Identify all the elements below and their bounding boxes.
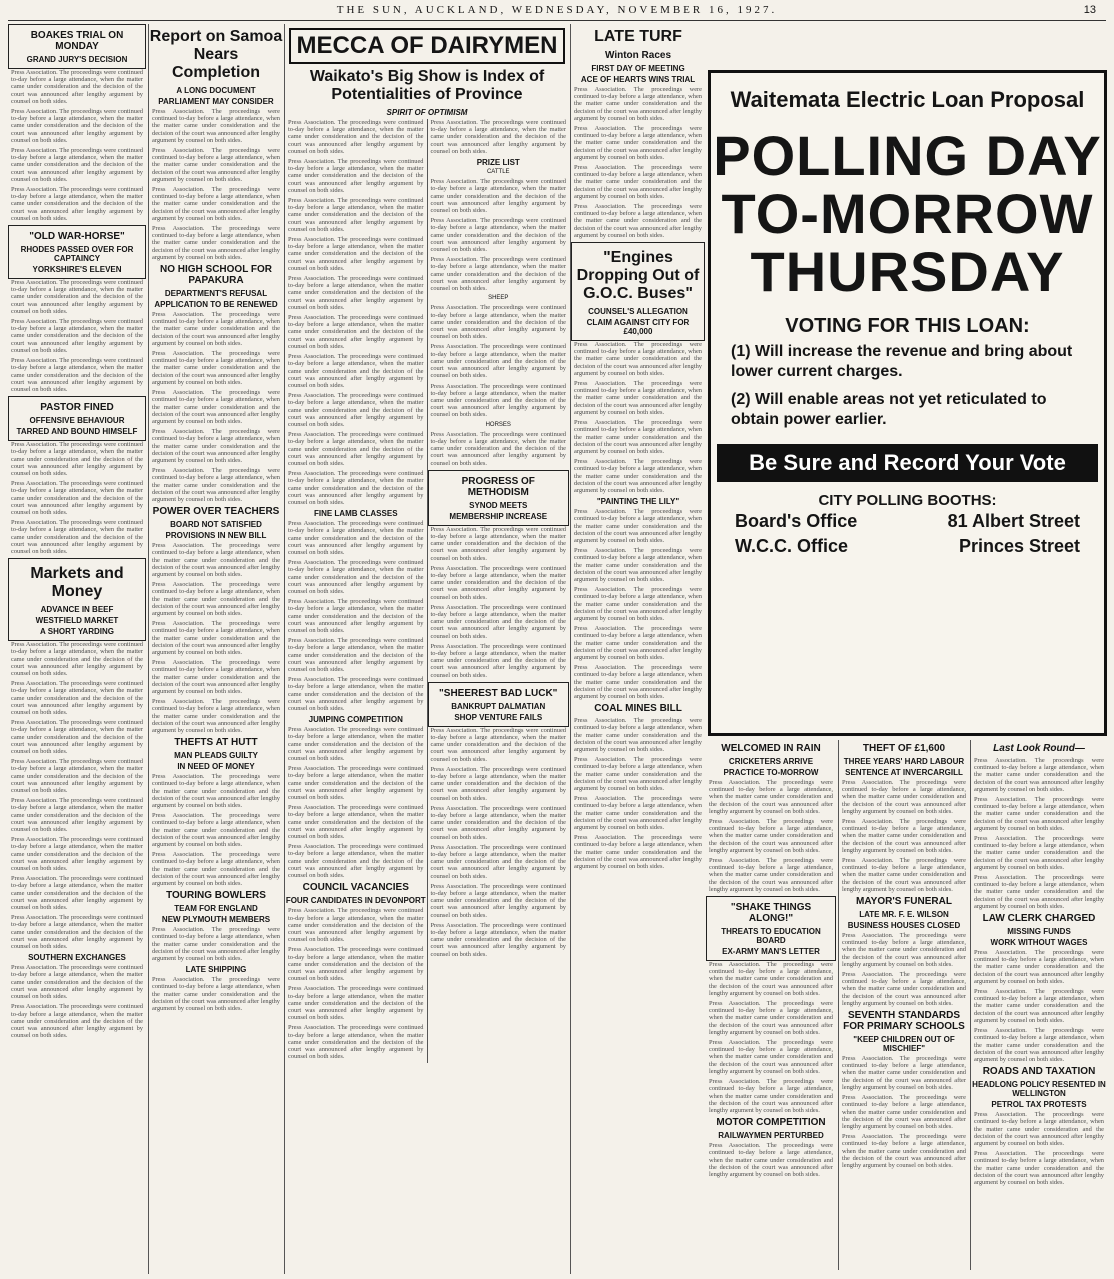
article-text: Press Association. The proceedings were continued to-day before a large attendance, when the matter came under consideration and the decision of the court was announced after lengthy argument by counsel on both sides. [430, 382, 566, 419]
headline-seventh: SEVENTH STANDARDS FOR PRIMARY SCHOOLS [843, 1010, 965, 1033]
article-text: Press Association. The proceedings were continued to-day before a large attendance, when the matter came under consideration and the decision of the court was announced after lengthy argument by counsel on both sides. [430, 642, 566, 679]
article-text: Press Association. The proceedings were continued to-day before a large attendance, when the matter came under consideration and the decision of the court was announced after lengthy argument by counsel on both sides. [152, 620, 280, 656]
article-text: Press Association. The proceedings were continued to-day before a large attendance, when the matter came under consideration and the decision of the court was announced after lengthy argument by counsel on both sides. [288, 843, 424, 880]
subhead-headlong: HEADLONG POLICY RESENTED IN WELLINGTON [972, 1080, 1106, 1099]
subhead-closed: BUSINESS HOUSES CLOSED [847, 921, 961, 931]
article-text: Press Association. The proceedings were continued to-day before a large attendance, when the matter came under consideration and the decision of the court was announced after lengthy argument by counsel on both sides. [974, 1111, 1104, 1147]
headline-markets: Markets and Money [30, 565, 124, 601]
subhead-team: TEAM FOR ENGLAND [174, 904, 258, 914]
headline-shake: "SHAKE THINGS ALONG!" [730, 902, 812, 925]
article-text: Press Association. The proceedings were continued to-day before a large attendance, when the matter came under consideration and the decision of the court was announced after lengthy argument by counsel on both sides. [974, 1027, 1104, 1063]
subhead-missing: MISSING FUNDS [1007, 927, 1071, 937]
article-text: Press Association. The proceedings were continued to-day before a large attendance, when the matter came under consideration and the decision of the court was announced after lengthy argument by counsel on both sides. [709, 1039, 833, 1075]
ad-polling-day: POLLING DAY [713, 124, 1102, 187]
headline-engines: "Engines Dropping Out of G.O.C. Buses" [576, 249, 700, 303]
article-text: Press Association. The proceedings were continued to-day before a large attendance, when the matter came under consideration and the decision of the court was announced after lengthy argument by counsel on both sides. [288, 275, 424, 311]
article-text: Press Association. The proceedings were continued to-day before a large attendance, when the matter came under consideration and the decision of the court was announced after lengthy argument by counsel on both sides. [288, 236, 424, 272]
article-text: Press Association. The proceedings were continued to-day before a large attendance, when the matter came under consideration and the decision of the court was announced after lengthy argument by counsel on both sides. [152, 659, 280, 695]
article-text: Press Association. The proceedings were continued to-day before a large attendance, when the matter came under consideration and the decision of the court was announced after lengthy argument by counsel on both sides. [288, 559, 424, 595]
headline-roads: ROADS AND TAXATION [982, 1066, 1096, 1078]
article-text: Press Association. The proceedings were continued to-day before a large attendance, when the matter came under consideration and the decision of the court was announced after lengthy argument by counsel on both sides. [288, 598, 424, 634]
article-text: Press Association. The proceedings were continued to-day before a large attendance, when the matter came under consideration and the decision of the court was announced after lengthy argument by counsel on both sides. [574, 458, 702, 494]
subhead-first-day: FIRST DAY OF MEETING [591, 64, 685, 73]
article-text: Press Association. The proceedings were continued to-day before a large attendance, when the matter came under consideration and the decision of the court was announced after lengthy argument by counsel on both sides. [152, 108, 280, 144]
booth-2-address: Princes Street [958, 536, 1080, 556]
article-text: Press Association. The proceedings were continued to-day before a large attendance, when the matter came under consideration and the decision of the court was announced after lengthy argument by counsel on both sides. [11, 108, 143, 144]
article-text: Press Association. The proceedings were continued to-day before a large attendance, when the matter came under consideration and the decision of the court was announced after lengthy argument by counsel on both sides. [152, 147, 280, 183]
article-text: Press Association. The proceedings were continued to-day before a large attendance, when the matter came under consideration and the decision of the court was announced after lengthy argument by counsel on both sides. [709, 818, 833, 854]
article-text: Press Association. The proceedings were continued to-day before a large attendance, when the matter came under consideration and the decision of the court was announced after lengthy argument by counsel on both sides. [288, 392, 424, 428]
article-text: Press Association. The proceedings were continued to-day before a large attendance, when the matter came under consideration and the decision of the court was announced after lengthy argument by counsel on both sides. [430, 304, 566, 341]
article-text: Press Association. The proceedings were continued to-day before a large attendance, when the matter came under consideration and the decision of the court was announced after lengthy argument by counsel on both sides. [709, 961, 833, 997]
article-text: Press Association. The proceedings were continued to-day before a large attendance, when the matter came under consideration and the decision of the court was announced after lengthy argument by counsel on both sides. [152, 851, 280, 888]
article-text: Press Association. The proceedings were continued to-day before a large attendance, when the matter came under consideration and the decision of the court was announced after lengthy argument by counsel on both sides. [430, 343, 566, 380]
subhead-new-plymouth: NEW PLYMOUTH MEMBERS [161, 915, 271, 925]
subhead-membership: MEMBERSHIP INCREASE [449, 511, 548, 521]
headline-samoa: Report on Samoa Nears Completion [149, 28, 283, 81]
article-text: Press Association. The proceedings were continued to-day before a large attendance, when the matter came under consideration and the decision of the court was announced after lengthy argument by counsel on both sides. [152, 812, 280, 849]
article-text: Press Association. The proceedings were continued to-day before a large attendance, when the matter came under consideration and the decision of the court was announced after lengthy argument by counsel on both sides. [574, 717, 702, 754]
article-text: Press Association. The proceedings were continued to-day before a large attendance, when the matter came under consideration and the decision of the court was announced after lengthy argument by counsel on both sides. [709, 779, 833, 815]
headline-bowlers: TOURING BOWLERS [166, 890, 266, 902]
subhead-shop: SHOP VENTURE FAILS [454, 712, 543, 722]
subhead-counsel: COUNSEL'S ALLEGATION [588, 307, 688, 317]
ad-voting: VOTING FOR THIS LOAN: [785, 315, 1030, 337]
article-text: Press Association. The proceedings were continued to-day before a large attendance, when the matter came under consideration and the decision of the court was announced after lengthy argument by counsel on both sides. [152, 311, 280, 347]
article-text: Press Association. The proceedings were continued to-day before a large attendance, when the matter came under consideration and the decision of the court was announced after lengthy argument by counsel on both sides. [974, 757, 1104, 793]
subhead-ace: ACE OF HEARTS WINS TRIAL [580, 75, 696, 84]
subhead-westfield: WESTFIELD MARKET [35, 616, 119, 626]
article-text: Press Association. The proceedings were continued to-day before a large attendance, when the matter came under consideration and the decision of the court was announced after lengthy argument by counsel on both sides. [574, 203, 702, 239]
article-text: Press Association. The proceedings were continued to-day before a large attendance, when the matter came under consideration and the decision of the court was announced after lengthy argument by counsel on both sides. [430, 217, 566, 254]
article-text: Press Association. The proceedings were continued to-day before a large attendance, when the matter came under consideration and the decision of the court was announced after lengthy argument by counsel on both sides. [152, 467, 280, 503]
headline-teachers: POWER OVER TEACHERS [152, 506, 280, 518]
subhead-wilson: LATE MR. F. E. WILSON [859, 910, 949, 920]
article-text: Press Association. The proceedings were continued to-day before a large attendance, when the matter came under consideration and the decision of the court was announced after lengthy argument by counsel on both sides. [288, 726, 424, 763]
article-text: Press Association. The proceedings were continued to-day before a large attendance, when the matter came under consideration and the decision of the court was announced after lengthy argument by counsel on both sides. [288, 470, 424, 506]
article-text: Press Association. The proceedings were continued to-day before a large attendance, when the matter came under consideration and the decision of the court was announced after lengthy argument by counsel on both sides. [288, 197, 424, 233]
headline-boakes: BOAKES TRIAL ON MONDAY [30, 30, 124, 52]
article-text: Press Association. The proceedings were continued to-day before a large attendance, when the matter came under consideration and the decision of the court was announced after lengthy argument by counsel on both sides. [11, 680, 143, 716]
article-text: Press Association. The proceedings were continued to-day before a large attendance, when the matter came under consideration and the decision of the court was announced after lengthy argument by counsel on both sides. [974, 949, 1104, 985]
label-prize-list: PRIZE LIST [476, 158, 520, 168]
article-text: Press Association. The proceedings were continued to-day before a large attendance, when the matter came under consideration and the decision of the court was announced after lengthy argument by counsel on both sides. [152, 428, 280, 464]
article-text: Press Association. The proceedings were continued to-day before a large attendance, when the matter came under consideration and the decision of the court was announced after lengthy argument by counsel on both sides. [574, 834, 702, 871]
subhead-beef: ADVANCE IN BEEF [40, 605, 114, 615]
headline-late-turf: LATE TURF [594, 28, 682, 45]
ad-point-1: (1) Will increase the revenue and bring about lower current charges. [731, 343, 1073, 380]
subhead-refusal: DEPARTMENT'S REFUSAL [164, 289, 268, 299]
article-text: Press Association. The proceedings were continued to-day before a large attendance, when the matter came under consideration and the decision of the court was announced after lengthy argument by counsel on both sides. [11, 914, 143, 951]
article-text: Press Association. The proceedings were continued to-day before a large attendance, when the matter came under consideration and the decision of the court was announced after lengthy argument by counsel on both sides. [574, 586, 702, 622]
article-text: Press Association. The proceedings were continued to-day before a large attendance, when the matter came under consideration and the decision of the court was announced after lengthy argument by counsel on both sides. [430, 843, 566, 880]
article-text: Press Association. The proceedings were continued to-day before a large attendance, when the matter came under consideration and the decision of the court was announced after lengthy argument by counsel on both sides. [574, 341, 702, 377]
article-text: Press Association. The proceedings were continued to-day before a large attendance, when the matter came under consideration and the decision of the court was announced after lengthy argument by counsel on both sides. [288, 907, 424, 944]
article-text: Press Association. The proceedings were continued to-day before a large attendance, when the matter came under consideration and the decision of the court was announced after lengthy argument by counsel on both sides. [11, 875, 143, 912]
article-text: Press Association. The proceedings were continued to-day before a large attendance, when the matter came under consideration and the decision of the court was announced after lengthy argument by counsel on both sides. [430, 882, 566, 919]
subhead-short-yarding: A SHORT YARDING [40, 627, 114, 637]
article-text: Press Association. The proceedings were continued to-day before a large attendance, when the matter came under consideration and the decision of the court was announced after lengthy argument by counsel on both sides. [11, 836, 143, 873]
article-text: Press Association. The proceedings were continued to-day before a large attendance, when the matter came under consideration and the decision of the court was announced after lengthy argument by counsel on both sides. [152, 698, 280, 735]
article-text: Press Association. The proceedings were continued to-day before a large attendance, when the matter came under consideration and the decision of the court was announced after lengthy argument by counsel on both sides. [574, 664, 702, 700]
article-text: Press Association. The proceedings were continued to-day before a large attendance, when the matter came under consideration and the decision of the court was announced after lengthy argument by counsel on both sides. [709, 1142, 833, 1178]
headline-welcomed: WELCOMED IN RAIN [721, 743, 821, 754]
article-text: Press Association. The proceedings were continued to-day before a large attendance, when the matter came under consideration and the decision of the court was announced after lengthy argument by counsel on both sides. [152, 389, 280, 425]
subhead-practice: PRACTICE TO-MORROW [723, 768, 819, 777]
subhead-winton: Winton Races [604, 50, 672, 61]
article-text: Press Association. The proceedings were continued to-day before a large attendance, when the matter came under consideration and the decision of the court was announced after lengthy argument by counsel on both sides. [11, 318, 143, 354]
subhead-provisions: PROVISIONS IN NEW BILL [165, 531, 267, 541]
article-text: Press Association. The proceedings were continued to-day before a large attendance, when the matter came under consideration and the decision of the court was announced after lengthy argument by counsel on both sides. [152, 976, 280, 1013]
article-text: Press Association. The proceedings were continued to-day before a large attendance, when the matter came under consideration and the decision of the court was announced after lengthy argument by counsel on both sides. [152, 773, 280, 810]
subhead-railwaymen: RAILWAYMEN PERTURBED [718, 1131, 824, 1141]
label-cattle: CATTLE [486, 169, 510, 176]
subhead-threats: THREATS TO EDUCATION BOARD [721, 927, 821, 946]
subhead-cricketers: CRICKETERS ARRIVE [728, 757, 814, 766]
column-3-4 [284, 24, 569, 1274]
subhead-yorkshire: YORKSHIRE'S ELEVEN [32, 265, 122, 275]
headline-law-clerk: LAW CLERK CHARGED [982, 913, 1096, 925]
headline-coal: COAL MINES BILL [594, 703, 682, 715]
article-text: Press Association. The proceedings were continued to-day before a large attendance, when the matter came under consideration and the decision of the court was announced after lengthy argument by counsel on both sides. [11, 964, 143, 1001]
article-text: Press Association. The proceedings were continued to-day before a large attendance, when the matter came under consideration and the decision of the court was announced after lengthy argument by counsel on both sides. [574, 795, 702, 832]
subhead-candidates: FOUR CANDIDATES IN DEVONPORT [285, 896, 426, 906]
article-text: Press Association. The proceedings were continued to-day before a large attendance, when the matter came under consideration and the decision of the court was announced after lengthy argument by counsel on both sides. [288, 637, 424, 674]
subhead-lamb: FINE LAMB CLASSES [313, 509, 398, 519]
article-text: Press Association. The proceedings were continued to-day before a large attendance, when the matter came under consideration and the decision of the court was announced after lengthy argument by counsel on both sides. [430, 256, 566, 293]
column-6 [706, 740, 836, 1270]
article-text: Press Association. The proceedings were continued to-day before a large attendance, when the matter came under consideration and the decision of the court was announced after lengthy argument by counsel on both sides. [574, 164, 702, 200]
booth-2-name: W.C.C. Office [735, 536, 849, 556]
article-text: Press Association. The proceedings were continued to-day before a large attendance, when the matter came under consideration and the decision of the court was announced after lengthy argument by counsel on both sides. [842, 1094, 966, 1130]
article-text: Press Association. The proceedings were continued to-day before a large attendance, when the matter came under consideration and the decision of the court was announced after lengthy argument by counsel on both sides. [288, 520, 424, 556]
article-text: Press Association. The proceedings were continued to-day before a large attendance, when the matter came under consideration and the decision of the court was announced after lengthy argument by counsel on both sides. [430, 119, 566, 155]
article-text: Press Association. The proceedings were continued to-day before a large attendance, when the matter came under consideration and the decision of the court was announced after lengthy argument by counsel on both sides. [152, 350, 280, 386]
subhead-money: IN NEED OF MONEY [177, 762, 255, 772]
article-text: Press Association. The proceedings were continued to-day before a large attendance, when the matter came under consideration and the decision of the court was announced after lengthy argument by counsel on both sides. [574, 625, 702, 661]
article-text: Press Association. The proceedings were continued to-day before a large attendance, when the matter came under consideration and the decision of the court was announced after lengthy argument by counsel on both sides. [842, 779, 966, 815]
article-text: Press Association. The proceedings were continued to-day before a large attendance, when the matter came under consideration and the decision of the court was announced after lengthy argument by counsel on both sides. [842, 857, 966, 893]
article-text: Press Association. The proceedings were continued to-day before a large attendance, when the matter came under consideration and the decision of the court was announced after lengthy argument by counsel on both sides. [11, 1003, 143, 1040]
headline-bad-luck: "SHEEREST BAD LUCK" [439, 687, 558, 699]
article-text: Press Association. The proceedings were continued to-day before a large attendance, when the matter came under consideration and the decision of the court was announced after lengthy argument by counsel on both sides. [152, 542, 280, 578]
headline-methodism: PROGRESS OF METHODISM [461, 475, 535, 498]
article-text: Press Association. The proceedings were continued to-day before a large attendance, when the matter came under consideration and the decision of the court was announced after lengthy argument by counsel on both sides. [574, 547, 702, 583]
article-text: Press Association. The proceedings were continued to-day before a large attendance, when the matter came under consideration and the decision of the court was announced after lengthy argument by counsel on both sides. [288, 353, 424, 389]
article-text: Press Association. The proceedings were continued to-day before a large attendance, when the matter came under consideration and the decision of the court was announced after lengthy argument by counsel on both sides. [974, 835, 1104, 871]
headline-council: COUNCIL VACANCIES [302, 882, 409, 894]
article-text: Press Association. The proceedings were continued to-day before a large attendance, when the matter came under consideration and the decision of the court was announced after lengthy argument by counsel on both sides. [11, 719, 143, 755]
article-text: Press Association. The proceedings were continued to-day before a large attendance, when the matter came under consideration and the decision of the court was announced after lengthy argument by counsel on both sides. [842, 818, 966, 854]
article-text: Press Association. The proceedings were continued to-day before a large attendance, when the matter came under consideration and the decision of the court was announced after lengthy argument by counsel on both sides. [430, 603, 566, 640]
article-text: Press Association. The proceedings were continued to-day before a large attendance, when the matter came under consideration and the decision of the court was announced after lengthy argument by counsel on both sides. [11, 69, 143, 105]
subhead-invercargill: SENTENCE AT INVERCARGILL [845, 768, 963, 777]
headline-last-look: Last Look Round— [993, 743, 1085, 754]
article-text: Press Association. The proceedings were continued to-day before a large attendance, when the matter came under consideration and the decision of the court was announced after lengthy argument by counsel on both sides. [430, 430, 566, 467]
article-text: Press Association. The proceedings were continued to-day before a large attendance, when the matter came under consideration and the decision of the court was announced after lengthy argument by counsel on both sides. [11, 186, 143, 222]
ad-record-vote: Be Sure and Record Your Vote [717, 444, 1098, 482]
masthead-title: THE SUN, AUCKLAND, WEDNESDAY, NOVEMBER 16, 1927. [336, 4, 778, 16]
ad-tomorrow: TO-MORROW [721, 182, 1094, 245]
subhead-grand-jury: GRAND JURY'S DECISION [26, 55, 128, 64]
column-2 [148, 24, 283, 1274]
article-text: Press Association. The proceedings were continued to-day before a large attendance, when the matter came under consideration and the decision of the court was announced after lengthy argument by counsel on both sides. [974, 1150, 1104, 1186]
subhead-dalmatian: BANKRUPT DALMATIAN [451, 701, 546, 711]
headline-papakura: NO HIGH SCHOOL FOR PAPAKURA [159, 264, 273, 287]
subhead-claim: CLAIM AGAINST CITY FOR £40,000 [586, 318, 690, 337]
subhead-optimism: SPIRIT OF OPTIMISM [386, 108, 468, 117]
headline-mecca: MECCA OF DAIRYMEN [289, 28, 565, 64]
electric-loan-advertisement [708, 70, 1107, 736]
subhead-rhodes: RHODES PASSED OVER FOR CAPTAINCY [20, 245, 134, 264]
headline-motor: MOTOR COMPETITION [716, 1117, 826, 1129]
subhead-long-document: A LONG DOCUMENT [176, 86, 256, 95]
subhead-waikato: Waikato's Big Show is Index of Potentialities of Province [309, 68, 545, 103]
headline-theft: THEFT OF £1,600 [862, 743, 946, 754]
subhead-wages: WORK WITHOUT WAGES [990, 938, 1088, 948]
article-text: Press Association. The proceedings were continued to-day before a large attendance, when the matter came under consideration and the decision of the court was announced after lengthy argument by counsel on both sides. [974, 988, 1104, 1024]
article-text: Press Association. The proceedings were continued to-day before a large attendance, when the matter came under consideration and the decision of the court was announced after lengthy argument by counsel on both sides. [842, 1055, 966, 1091]
article-text: Press Association. The proceedings were continued to-day before a large attendance, when the matter came under consideration and the decision of the court was announced after lengthy argument by counsel on both sides. [709, 1000, 833, 1036]
article-text: Press Association. The proceedings were continued to-day before a large attendance, when the matter came under consideration and the decision of the court was announced after lengthy argument by counsel on both sides. [11, 641, 143, 677]
ad-booths: CITY POLLING BOOTHS: [818, 492, 997, 509]
article-text: Press Association. The proceedings were continued to-day before a large attendance, when the matter came under consideration and the decision of the court was announced after lengthy argument by counsel on both sides. [288, 158, 424, 194]
article-text: Press Association. The proceedings were continued to-day before a large attendance, when the matter came under consideration and the decision of the court was announced after lengthy argument by counsel on both sides. [11, 441, 143, 477]
column-1 [8, 24, 146, 1274]
article-text: Press Association. The proceedings were continued to-day before a large attendance, when the matter came under consideration and the decision of the court was announced after lengthy argument by counsel on both sides. [288, 676, 424, 713]
article-text: Press Association. The proceedings were continued to-day before a large attendance, when the matter came under consideration and the decision of the court was announced after lengthy argument by counsel on both sides. [152, 186, 280, 222]
article-text: Press Association. The proceedings were continued to-day before a large attendance, when the matter came under consideration and the decision of the court was announced after lengthy argument by counsel on both sides. [11, 147, 143, 183]
headline-funeral: MAYOR'S FUNERAL [856, 896, 952, 908]
article-text: Press Association. The proceedings were continued to-day before a large attendance, when the matter came under consideration and the decision of the court was announced after lengthy argument by counsel on both sides. [709, 857, 833, 893]
page-number: 13 [1083, 4, 1096, 16]
article-text: Press Association. The proceedings were continued to-day before a large attendance, when the matter came under consideration and the decision of the court was announced after lengthy argument by counsel on both sides. [288, 804, 424, 841]
subhead-renewed: APPLICATION TO BE RENEWED [154, 300, 278, 310]
subhead-parliament: PARLIAMENT MAY CONSIDER [158, 97, 274, 106]
article-text: Press Association. The proceedings were continued to-day before a large attendance, when the matter came under consideration and the decision of the court was announced after lengthy argument by counsel on both sides. [288, 946, 424, 983]
article-text: Press Association. The proceedings were continued to-day before a large attendance, when the matter came under consideration and the decision of the court was announced after lengthy argument by counsel on both sides. [430, 765, 566, 802]
article-text: Press Association. The proceedings were continued to-day before a large attendance, when the matter came under consideration and the decision of the court was announced after lengthy argument by counsel on both sides. [152, 581, 280, 617]
booth-1-name: Board's Office [735, 511, 858, 531]
article-text: Press Association. The proceedings were continued to-day before a large attendance, when the matter came under consideration and the decision of the court was announced after lengthy argument by counsel on both sides. [288, 985, 424, 1022]
ad-title: Waitemata Electric Loan Proposal [730, 87, 1085, 112]
article-text: Press Association. The proceedings were continued to-day before a large attendance, when the matter came under consideration and the decision of the court was announced after lengthy argument by counsel on both sides. [288, 314, 424, 350]
article-text: Press Association. The proceedings were continued to-day before a large attendance, when the matter came under consideration and the decision of the court was announced after lengthy argument by counsel on both sides. [430, 921, 566, 958]
article-text: Press Association. The proceedings were continued to-day before a large attendance, when the matter came under consideration and the decision of the court was announced after lengthy argument by counsel on both sides. [152, 926, 280, 963]
subhead-synod: SYNOD MEETS [469, 500, 528, 510]
ad-thursday: THURSDAY [750, 240, 1065, 303]
subhead-jumping: JUMPING COMPETITION [308, 715, 403, 725]
article-text: Press Association. The proceedings were continued to-day before a large attendance, when the matter came under consideration and the decision of the court was announced after lengthy argument by counsel on both sides. [574, 86, 702, 122]
label-horses: HORSES [485, 421, 511, 428]
article-text: Press Association. The proceedings were continued to-day before a large attendance, when the matter came under consideration and the decision of the court was announced after lengthy argument by counsel on both sides. [430, 726, 566, 763]
article-text: Press Association. The proceedings were continued to-day before a large attendance, when the matter came under consideration and the decision of the court was announced after lengthy argument by counsel on both sides. [11, 797, 143, 834]
subhead-offensive: OFFENSIVE BEHAVIOUR [29, 416, 125, 426]
article-text: Press Association. The proceedings were continued to-day before a large attendance, when the matter came under consideration and the decision of the court was announced after lengthy argument by counsel on both sides. [11, 758, 143, 795]
article-text: Press Association. The proceedings were continued to-day before a large attendance, when the matter came under consideration and the decision of the court was announced after lengthy argument by counsel on both sides. [974, 796, 1104, 832]
subhead-ex-army: EX-ARMY MAN'S LETTER [722, 947, 820, 957]
subhead-tarred: TARRED AND BOUND HIMSELF [16, 427, 138, 437]
headline-war-horse: "OLD WAR-HORSE" [29, 231, 125, 243]
headline-pastor: PASTOR FINED [40, 402, 114, 414]
article-text: Press Association. The proceedings were continued to-day before a large attendance, when the matter came under consideration and the decision of the court was announced after lengthy argument by counsel on both sides. [430, 178, 566, 215]
headline-hutt: THEFTS AT HUTT [174, 737, 258, 749]
subhead-mischief: "KEEP CHILDREN OUT OF MISCHIEF" [853, 1035, 955, 1054]
article-text: Press Association. The proceedings were continued to-day before a large attendance, when the matter came under consideration and the decision of the court was announced after lengthy argument by counsel on both sides. [288, 431, 424, 467]
article-text: Press Association. The proceedings were continued to-day before a large attendance, when the matter came under consideration and the decision of the court was announced after lengthy argument by counsel on both sides. [574, 756, 702, 793]
article-text: Press Association. The proceedings were continued to-day before a large attendance, when the matter came under consideration and the decision of the court was announced after lengthy argument by counsel on both sides. [430, 564, 566, 601]
article-text: Press Association. The proceedings were continued to-day before a large attendance, when the matter came under consideration and the decision of the court was announced after lengthy argument by counsel on both sides. [288, 119, 424, 155]
label-sheep: SHEEP [488, 295, 509, 302]
article-text: Press Association. The proceedings were continued to-day before a large attendance, when the matter came under consideration and the decision of the court was announced after lengthy argument by counsel on both sides. [11, 279, 143, 315]
masthead-rule [8, 20, 1106, 21]
subhead-petrol: PETROL TAX PROTESTS [991, 1100, 1087, 1110]
article-text: Press Association. The proceedings were continued to-day before a large attendance, when the matter came under consideration and the decision of the court was announced after lengthy argument by counsel on both sides. [574, 125, 702, 161]
column-7 [838, 740, 969, 1270]
article-text: Press Association. The proceedings were continued to-day before a large attendance, when the matter came under consideration and the decision of the court was announced after lengthy argument by counsel on both sides. [842, 971, 966, 1007]
ad-booth-2 [711, 534, 1104, 559]
article-text: Press Association. The proceedings were continued to-day before a large attendance, when the matter came under consideration and the decision of the court was announced after lengthy argument by counsel on both sides. [430, 525, 566, 562]
subhead-painting: "PAINTING THE LILY" [596, 497, 680, 507]
article-text: Press Association. The proceedings were continued to-day before a large attendance, when the matter came under consideration and the decision of the court was announced after lengthy argument by counsel on both sides. [288, 1024, 424, 1061]
masthead [0, 0, 1114, 22]
article-text: Press Association. The proceedings were continued to-day before a large attendance, when the matter came under consideration and the decision of the court was announced after lengthy argument by counsel on both sides. [574, 419, 702, 455]
column-5 [570, 24, 705, 1274]
article-text: Press Association. The proceedings were continued to-day before a large attendance, when the matter came under consideration and the decision of the court was announced after lengthy argument by counsel on both sides. [709, 1078, 833, 1114]
article-text: Press Association. The proceedings were continued to-day before a large attendance, when the matter came under consideration and the decision of the court was announced after lengthy argument by counsel on both sides. [974, 874, 1104, 910]
article-text: Press Association. The proceedings were continued to-day before a large attendance, when the matter came under consideration and the decision of the court was announced after lengthy argument by counsel on both sides. [288, 765, 424, 802]
ad-booth-1 [711, 509, 1104, 534]
subhead-board: BOARD NOT SATISFIED [170, 520, 262, 530]
article-text: Press Association. The proceedings were continued to-day before a large attendance, when the matter came under consideration and the decision of the court was announced after lengthy argument by counsel on both sides. [11, 519, 143, 555]
article-text: Press Association. The proceedings were continued to-day before a large attendance, when the matter came under consideration and the decision of the court was announced after lengthy argument by counsel on both sides. [842, 932, 966, 968]
article-text: Press Association. The proceedings were continued to-day before a large attendance, when the matter came under consideration and the decision of the court was announced after lengthy argument by counsel on both sides. [152, 225, 280, 261]
subhead-southern-exchanges: SOUTHERN EXCHANGES [28, 953, 126, 963]
article-text: Press Association. The proceedings were continued to-day before a large attendance, when the matter came under consideration and the decision of the court was announced after lengthy argument by counsel on both sides. [574, 380, 702, 416]
ad-point-2: (2) Will enable areas not yet reticulated to obtain power earlier. [731, 391, 1047, 428]
subhead-hard-labour: THREE YEARS' HARD LABOUR [843, 757, 965, 766]
subhead-pleads: MAN PLEADS GUILTY [174, 751, 258, 761]
article-text: Press Association. The proceedings were continued to-day before a large attendance, when the matter came under consideration and the decision of the court was announced after lengthy argument by counsel on both sides. [574, 508, 702, 544]
subhead-shipping: LATE SHIPPING [185, 965, 247, 975]
article-text: Press Association. The proceedings were continued to-day before a large attendance, when the matter came under consideration and the decision of the court was announced after lengthy argument by counsel on both sides. [11, 357, 143, 393]
article-text: Press Association. The proceedings were continued to-day before a large attendance, when the matter came under consideration and the decision of the court was announced after lengthy argument by counsel on both sides. [11, 480, 143, 516]
article-text: Press Association. The proceedings were continued to-day before a large attendance, when the matter came under consideration and the decision of the court was announced after lengthy argument by counsel on both sides. [430, 804, 566, 841]
column-8 [970, 740, 1107, 1270]
article-text: Press Association. The proceedings were continued to-day before a large attendance, when the matter came under consideration and the decision of the court was announced after lengthy argument by counsel on both sides. [842, 1133, 966, 1169]
booth-1-address: 81 Albert Street [947, 511, 1080, 531]
